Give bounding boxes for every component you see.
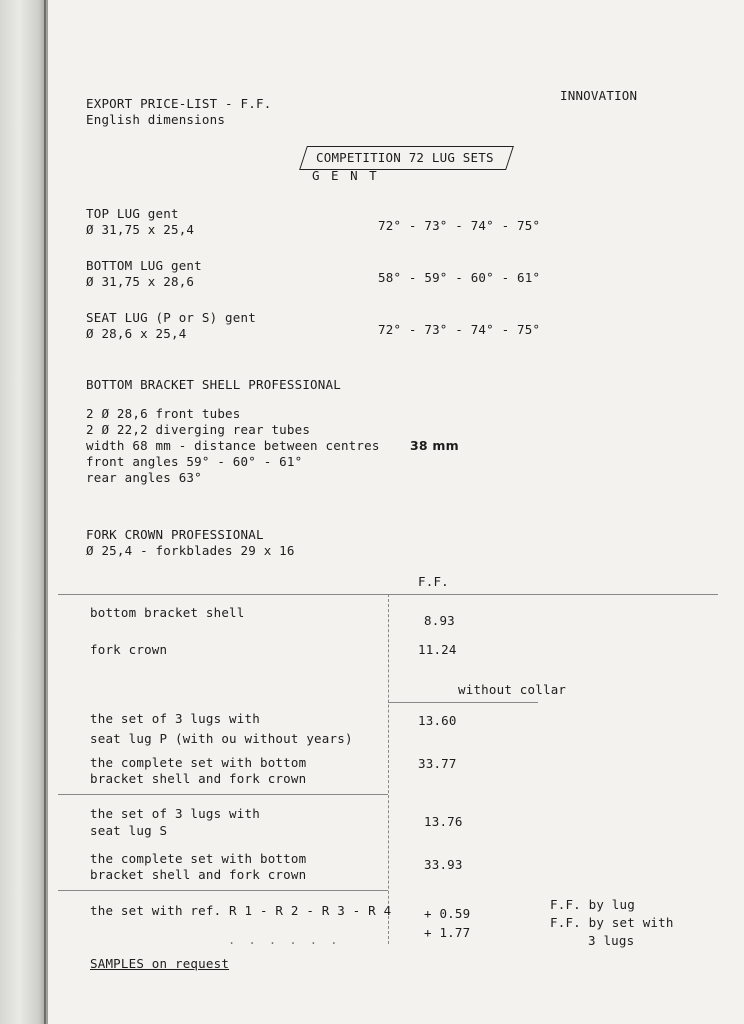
collar-rule bbox=[388, 702, 538, 703]
bracket-line: 2 Ø 28,6 front tubes bbox=[86, 406, 241, 421]
price-row-value: 33.93 bbox=[424, 857, 463, 872]
price-row-label: the set of 3 lugs with bbox=[90, 806, 260, 821]
bracket-line: rear angles 63° bbox=[86, 470, 202, 485]
ref-note: 3 lugs bbox=[588, 933, 635, 948]
row-rule bbox=[58, 794, 388, 795]
price-row-value: 33.77 bbox=[418, 756, 457, 771]
binding-edge bbox=[44, 0, 46, 1024]
lug-angles: 72° - 73° - 74° - 75° bbox=[378, 218, 541, 233]
collar-note: without collar bbox=[458, 682, 567, 697]
lug-dims: Ø 31,75 x 25,4 bbox=[86, 222, 195, 237]
price-row-value: 13.60 bbox=[418, 713, 457, 728]
section-title: COMPETITION 72 LUG SETS bbox=[316, 150, 494, 165]
price-row-label: bracket shell and fork crown bbox=[90, 771, 307, 786]
lug-dims: Ø 28,6 x 25,4 bbox=[86, 326, 187, 341]
bracket-line: front angles 59° - 60° - 61° bbox=[86, 454, 303, 469]
document-page bbox=[48, 0, 744, 1024]
currency-header: F.F. bbox=[418, 574, 449, 589]
bracket-title: BOTTOM BRACKET SHELL PROFESSIONAL bbox=[86, 377, 341, 392]
dotted-leader: . . . . . . bbox=[228, 933, 341, 947]
lug-angles: 58° - 59° - 60° - 61° bbox=[378, 270, 541, 285]
price-row-value: 11.24 bbox=[418, 642, 457, 657]
price-row-label: fork crown bbox=[90, 642, 168, 657]
binding-gutter bbox=[0, 0, 48, 1024]
bracket-centre-distance: 38 mm bbox=[410, 438, 459, 453]
lug-name: TOP LUG gent bbox=[86, 206, 179, 221]
ref-price: + 1.77 bbox=[424, 925, 471, 940]
price-row-label: the set of 3 lugs with bbox=[90, 711, 260, 726]
brand-name: INNOVATION bbox=[560, 88, 638, 103]
price-row-label: bracket shell and fork crown bbox=[90, 867, 307, 882]
price-row-label: seat lug S bbox=[90, 823, 168, 838]
price-row-value: 8.93 bbox=[424, 613, 455, 628]
lug-angles: 72° - 73° - 74° - 75° bbox=[378, 322, 541, 337]
price-row-label: the complete set with bottom bbox=[90, 851, 307, 866]
lug-name: BOTTOM LUG gent bbox=[86, 258, 202, 273]
samples-note: SAMPLES on request bbox=[90, 956, 230, 971]
price-row-label: seat lug P (with ou without years) bbox=[90, 731, 353, 746]
lug-name: SEAT LUG (P or S) gent bbox=[86, 310, 256, 325]
ref-label: the set with ref. R 1 - R 2 - R 3 - R 4 bbox=[90, 903, 392, 918]
table-column-divider bbox=[388, 594, 389, 944]
price-list-title: EXPORT PRICE-LIST - F.F. bbox=[86, 96, 272, 111]
row-rule bbox=[58, 890, 388, 891]
section-subtitle: G E N T bbox=[312, 168, 379, 183]
price-row-value: 13.76 bbox=[424, 814, 463, 829]
fork-title: FORK CROWN PROFESSIONAL bbox=[86, 527, 264, 542]
price-row-label: the complete set with bottom bbox=[90, 755, 307, 770]
ref-note: F.F. by lug bbox=[550, 897, 635, 912]
ref-note: F.F. by set with bbox=[550, 915, 674, 930]
price-list-subtitle: English dimensions bbox=[86, 112, 226, 127]
ref-price: + 0.59 bbox=[424, 906, 471, 921]
fork-line: Ø 25,4 - forkblades 29 x 16 bbox=[86, 543, 295, 558]
price-row-label: bottom bracket shell bbox=[90, 605, 245, 620]
lug-dims: Ø 31,75 x 28,6 bbox=[86, 274, 195, 289]
bracket-line: width 68 mm - distance between centres bbox=[86, 438, 380, 453]
bracket-line: 2 Ø 22,2 diverging rear tubes bbox=[86, 422, 311, 437]
